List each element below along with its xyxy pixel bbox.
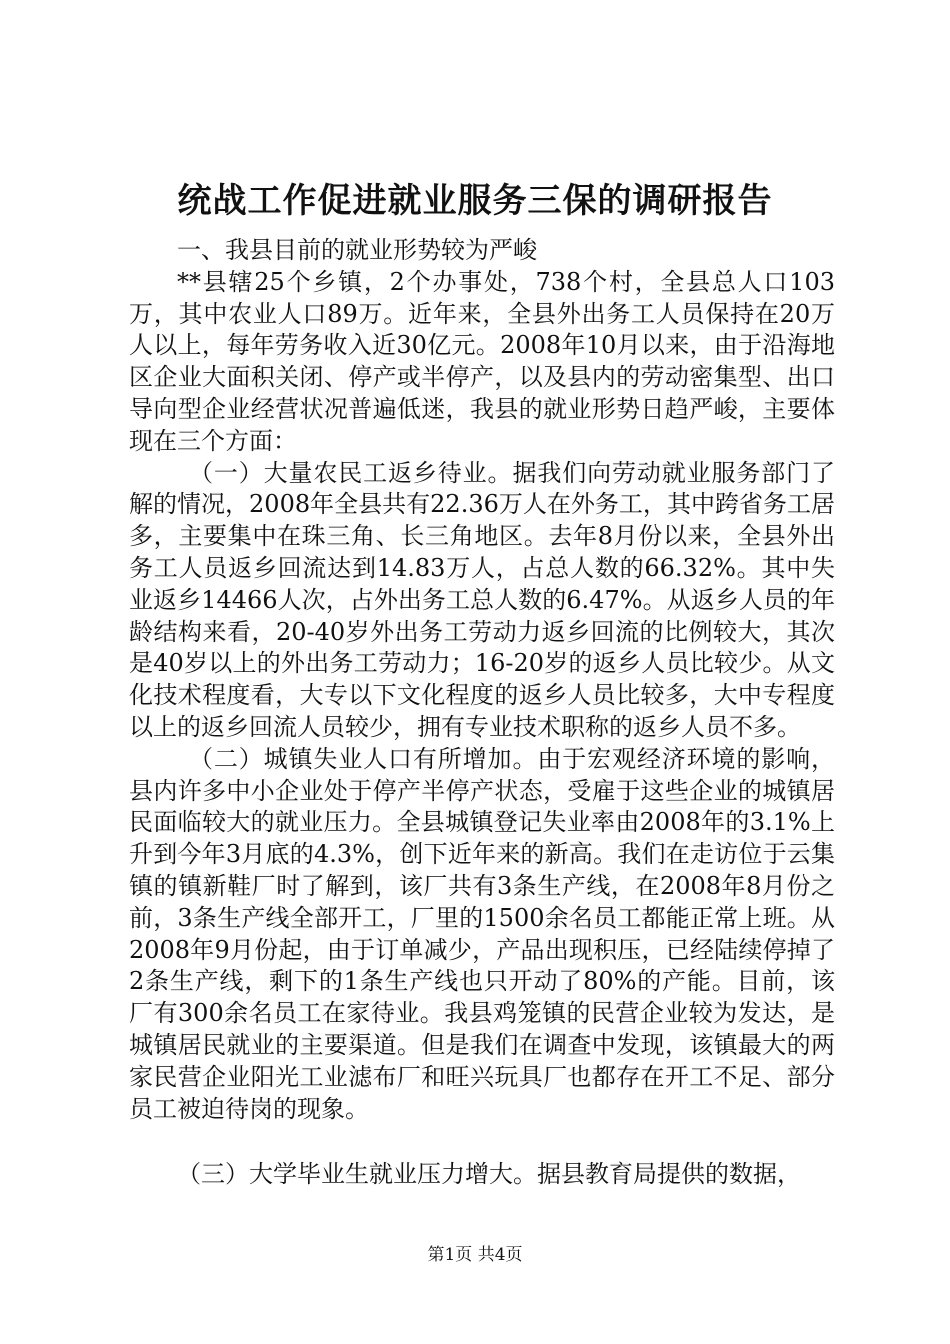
paragraph-graduates: （三）大学毕业生就业压力增大。据县教育局提供的数据， (177, 1160, 801, 1189)
page-footer: 第1页 共4页 (427, 1245, 523, 1265)
document-title: 统战工作促进就业服务三保的调研报告 (177, 181, 773, 221)
paragraph-urban-unemployment: （二）城镇失业人口有所增加。由于宏观经济环境的影响，县内许多中小企业处于停产半停产状态，受雇于这些企业的城镇居民面临较大的就业压力。全县城镇登记失业率由2008年的3.1%上升到今年3月底的4.3%，创下近年来的新高。我们在走访位于云集镇的镇新鞋厂时了解到，该厂共有3条生产线，在2008年8月份之前，3条生产线全部开工，厂里的1500余名员工都能正常上班。从2008年9月份起，由于订单减少，产品出现积压，已经陆续停掉了2条生产线，剩下的1条生产线也只开动了80%的产能。目前，该厂有300余名员工在家待业。我县鸡笼镇的民营企业较为发达，是城镇居民就业的主要渠道。但是我们在调查中发现，该镇最大的两家民营企业阳光工业滤布厂和旺兴玩具厂也都存在开工不足、部分员工被迫待岗的现象。 (129, 744, 835, 1123)
document-body (129, 235, 835, 1191)
section-heading: 一、我县目前的就业形势较为严峻 (177, 236, 537, 264)
paragraph-migrant-workers: （一）大量农民工返乡待业。据我们向劳动就业服务部门了解的情况，2008年全县共有22.36万人在外务工，其中跨省务工居多，主要集中在珠三角、长三角地区。去年8月份以来，全县外出务工人员返乡回流达到14.83万人，占总人数的66.32%。其中失业返乡14466人次，占外出务工总人数的6.47%。从返乡人员的年龄结构来看，20-40岁外出务工劳动力返乡回流的比例较大，其次是40岁以上的外出务工劳动力；16-20岁的返乡人员比较少。从文化技术程度看，大专以下文化程度的返乡人员比较多，大中专程度以上的返乡回流人员较少，拥有专业技术职称的返乡人员不多。 (129, 458, 835, 741)
paragraph-overview: **县辖25个乡镇，2个办事处，738个村，全县总人口103万，其中农业人口89万。近年来，全县外出务工人员保持在20万人以上，每年劳务收入近30亿元。2008年10月以来，由于沿海地区企业大面积关闭、停产或半停产，以及县内的劳动密集型、出口导向型企业经营状况普遍低迷，我县的就业形势日趋严峻，主要体现在三个方面： (129, 267, 835, 455)
